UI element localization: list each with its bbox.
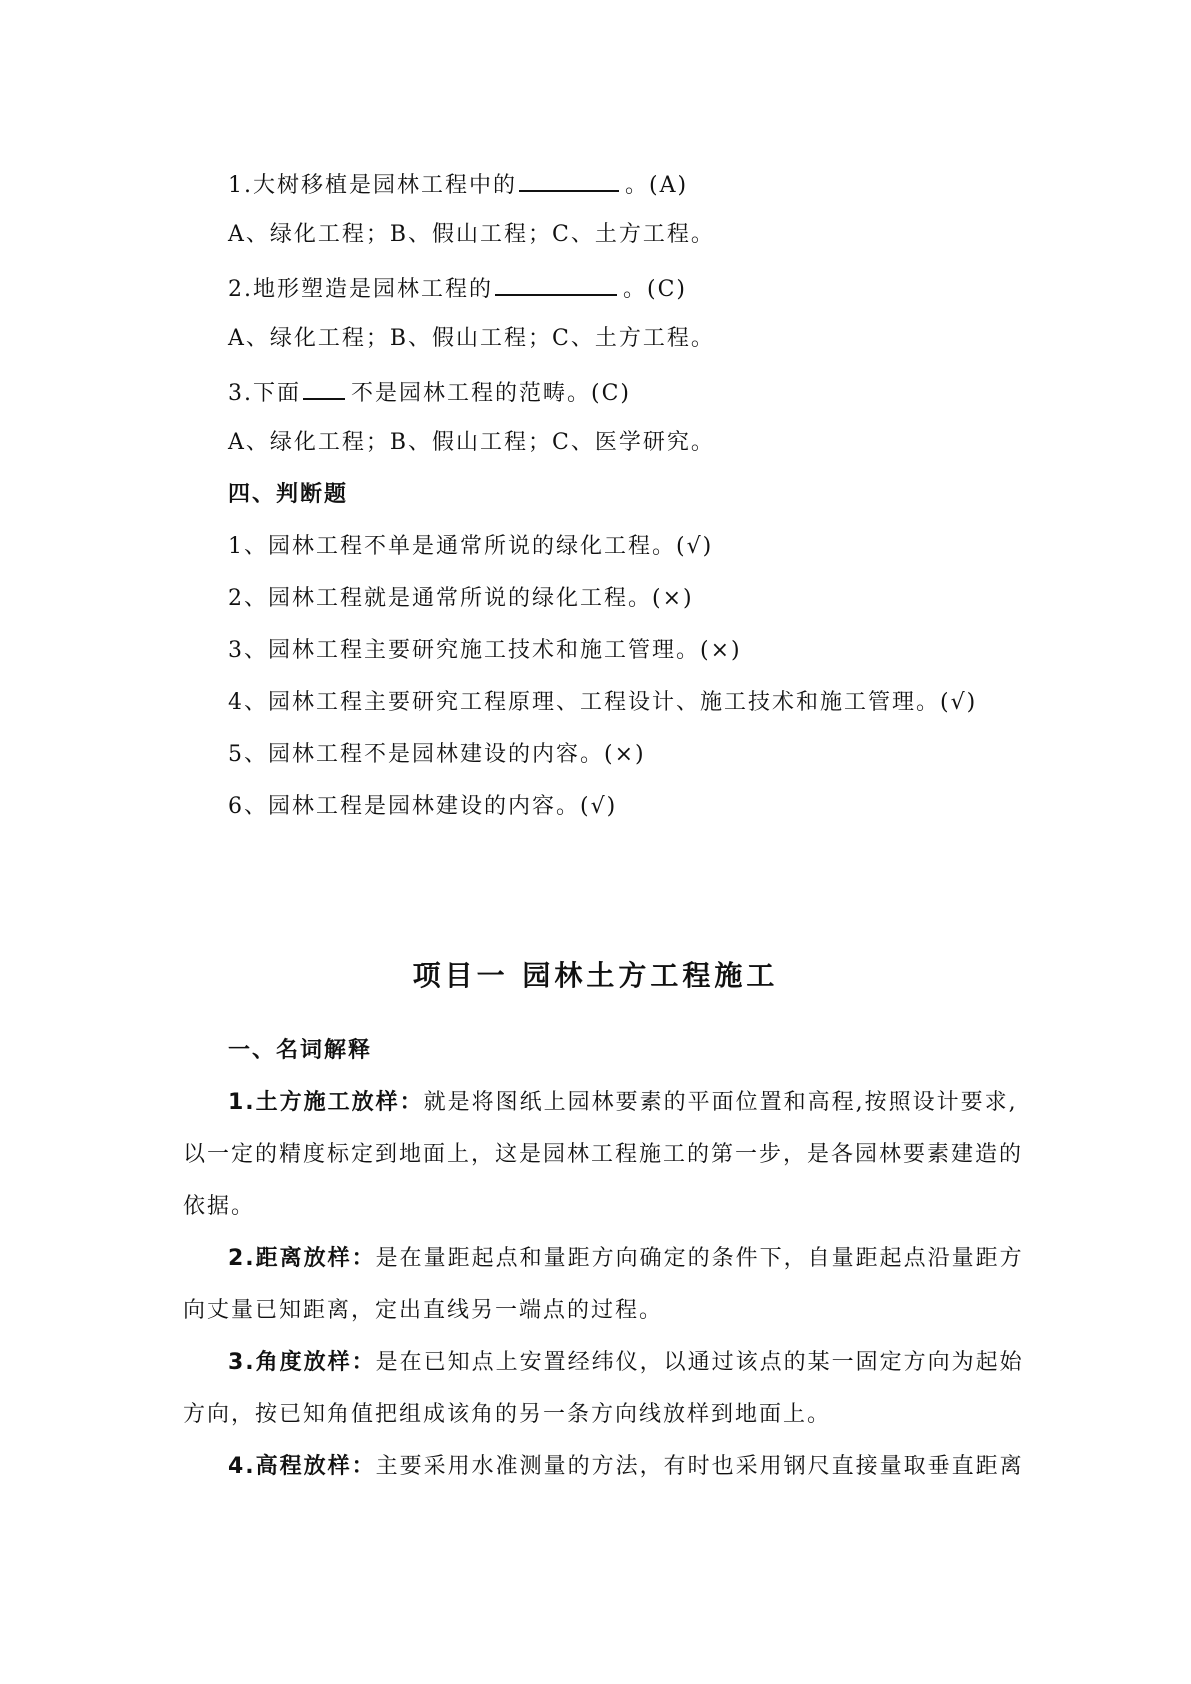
term-label: 1.土方施工放样： — [228, 1090, 424, 1115]
answer-blank — [519, 168, 619, 192]
term-text: 是在已知点上安置经纬仪，以通过该点的某一固定方向为起始 — [375, 1350, 1024, 1375]
term-label: 3.角度放样： — [228, 1350, 376, 1375]
question-2-options: A、绿化工程；B、假山工程；C、土方工程。 — [228, 326, 715, 351]
judge-item: 3、园林工程主要研究施工技术和施工管理。(×) — [228, 638, 742, 663]
question-2 — [228, 272, 687, 305]
term-definition-line — [228, 1452, 1024, 1482]
term-label: 4.高程放样： — [228, 1454, 376, 1479]
term-definition-line — [228, 1244, 1024, 1274]
project-title: 项目一 园林土方工程施工 — [412, 959, 779, 992]
term-definition-line: 方向，按已知角值把组成该角的另一条方向线放样到地面上。 — [183, 1402, 832, 1427]
term-text: 主要采用水准测量的方法，有时也采用钢尺直接量取垂直距离 — [375, 1454, 1024, 1479]
question-3-options: A、绿化工程；B、假山工程；C、医学研究。 — [228, 430, 715, 455]
judge-item: 2、园林工程就是通常所说的绿化工程。(×) — [228, 586, 694, 611]
answer-blank — [495, 272, 617, 296]
question-1-answer: 。(A) — [625, 173, 689, 198]
question-2-text: 2.地形塑造是园林工程的 — [228, 277, 493, 302]
term-definition-line: 以一定的精度标定到地面上，这是园林工程施工的第一步，是各园林要素建造的 — [183, 1142, 1024, 1167]
question-3 — [228, 376, 631, 409]
term-definition-line — [228, 1348, 1024, 1378]
judge-item: 1、园林工程不单是通常所说的绿化工程。(√) — [228, 534, 714, 559]
question-1-text: 1.大树移植是园林工程中的 — [228, 173, 517, 198]
term-label: 2.距离放样： — [228, 1246, 376, 1271]
term-definition-line: 依据。 — [183, 1194, 256, 1219]
term-definition-line — [228, 1088, 1018, 1118]
judge-item: 6、园林工程是园林建设的内容。(√) — [228, 794, 618, 819]
term-text: 是在量距起点和量距方向确定的条件下，自量距起点沿量距方 — [375, 1246, 1024, 1271]
question-1 — [228, 168, 688, 201]
judge-item: 5、园林工程不是园林建设的内容。(×) — [228, 742, 646, 767]
question-3-answer: 不是园林工程的范畴。(C) — [351, 381, 631, 406]
term-text: 就是将图纸上园林要素的平面位置和高程,按照设计要求, — [423, 1090, 1018, 1115]
section-heading-judge: 四、判断题 — [228, 482, 349, 507]
term-definition-line: 向丈量已知距离，定出直线另一端点的过程。 — [183, 1298, 664, 1323]
question-2-answer: 。(C) — [623, 277, 687, 302]
section-heading-terms: 一、名词解释 — [228, 1038, 373, 1063]
question-1-options: A、绿化工程；B、假山工程；C、土方工程。 — [228, 222, 715, 247]
question-3-text: 3.下面 — [228, 381, 301, 406]
judge-item: 4、园林工程主要研究工程原理、工程设计、施工技术和施工管理。(√) — [228, 690, 978, 715]
answer-blank — [303, 376, 345, 400]
